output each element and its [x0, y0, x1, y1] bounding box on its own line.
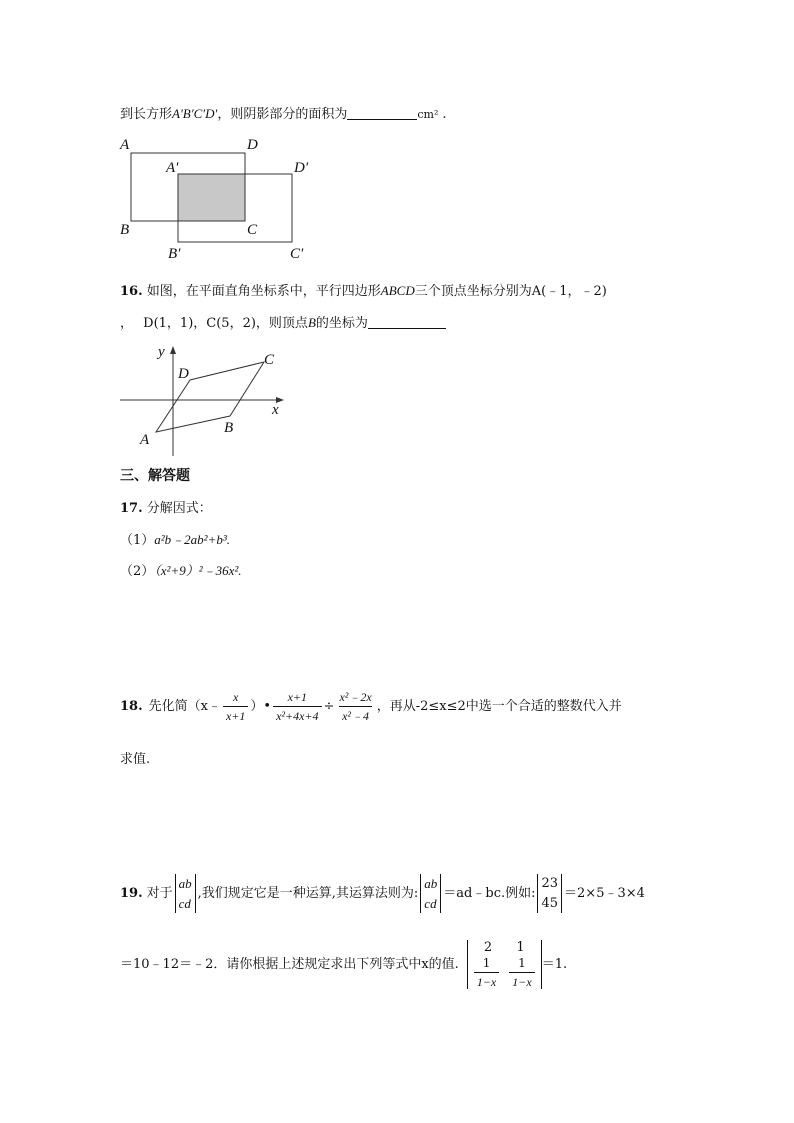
q19-matrix-top-row — [472, 940, 537, 956]
q15-answer-blank — [347, 106, 417, 120]
q17-part-2 — [120, 563, 242, 580]
q17-header — [120, 501, 212, 517]
q16-text-2: ， — [120, 316, 134, 331]
q19-det-3 — [537, 874, 562, 913]
q19-line-2 — [120, 940, 567, 989]
q18-fraction-3 — [336, 690, 374, 724]
q18-f3-num: x²﹣2x — [339, 690, 372, 704]
q15-text-line — [120, 106, 447, 123]
q19-det-2 — [420, 874, 441, 913]
q19-det-1-top: ab — [178, 876, 192, 891]
q19-frac-left-num: 1 — [482, 955, 491, 970]
figure-16-coordinate-plane — [112, 340, 292, 460]
q19-det-1-bot: cd — [178, 895, 191, 911]
label-C-prime: C′ — [290, 246, 304, 262]
label-y: y — [158, 344, 165, 360]
label-A: A — [120, 137, 130, 153]
q18-f1-num: x — [233, 690, 239, 704]
q18-f2-den: x²+4x+4 — [273, 706, 321, 723]
q18-fraction-1 — [223, 690, 248, 724]
q15-shape-name: A′B′C′D′ — [172, 106, 218, 121]
q19-det-2-bot: cd — [424, 895, 437, 911]
q19-text-d: ＝2×5﹣3×4 — [564, 885, 645, 901]
q16-shape: ABCD — [380, 283, 415, 298]
q17-part-1-expr: a²b﹣2ab²+b³. — [154, 532, 230, 547]
q16-answer-blank — [368, 315, 446, 329]
q16-text-2c: 的坐标为 — [315, 316, 368, 331]
q18-line-2: 求值. — [120, 752, 151, 767]
q18-number: 18. — [120, 699, 143, 715]
q17-part-2-expr: （x²+9）²﹣36x². — [154, 563, 242, 578]
q19-matrix — [467, 940, 542, 989]
q18-line-1 — [120, 690, 622, 724]
q16-sep: ， — [193, 316, 207, 331]
section-title: 三、解答题 — [120, 468, 190, 484]
q19-text-b: ,我们规定它是一种运算,其运算法则为: — [197, 885, 419, 901]
q19-matrix-top-right: 1 — [516, 940, 525, 955]
q16-text-1: 如图，在平面直角坐标系中，平行四边形 — [146, 284, 381, 299]
q16-number: 16. — [120, 284, 143, 299]
figure-15-rectangles — [110, 132, 340, 262]
q16-line-1 — [120, 283, 607, 300]
label-D: D — [247, 137, 258, 153]
q16-line-2 — [120, 315, 446, 332]
label-B: B — [224, 420, 234, 436]
q19-text-line2: ＝10﹣12＝﹣2．请你根据上述规定求出下列等式中x的值. — [120, 956, 459, 972]
q19-matrix-top-left: 2 — [483, 940, 493, 955]
label-B: B — [120, 222, 130, 238]
q17-part-1 — [120, 532, 230, 549]
q18-fraction-2 — [273, 690, 321, 724]
q19-text-a: 对于 — [146, 885, 173, 901]
q19-number: 19. — [120, 885, 143, 901]
q15-unit: cm² — [417, 108, 439, 121]
q15-text2: ，则阴影部分的面积为 — [217, 107, 348, 122]
q17-title: 分解因式： — [146, 501, 212, 516]
q19-frac-right-den: 1−x — [509, 972, 534, 989]
label-A-prime: A′ — [166, 160, 179, 176]
q19-frac-right-num: 1 — [518, 955, 526, 970]
q17-part-2-label: （2） — [120, 564, 155, 579]
q17-part-1-label: （1） — [120, 533, 155, 548]
q19-det-2-top: ab — [424, 876, 438, 891]
parallelogram-abcd — [156, 362, 264, 432]
q19-matrix-frac-right — [509, 956, 534, 990]
q19-det-1 — [175, 874, 196, 913]
label-C: C — [264, 352, 275, 368]
q16-text-2b: ，则顶点 — [255, 316, 308, 331]
label-x: x — [272, 402, 279, 418]
q16-text-1b: 三个顶点坐标分别为 — [414, 284, 532, 299]
q18-f2-num: x+1 — [287, 690, 308, 704]
label-A: A — [140, 432, 150, 448]
q19-line-1 — [120, 874, 645, 913]
y-axis-arrow — [170, 346, 176, 354]
label-D-prime: D′ — [294, 160, 309, 176]
shaded-region — [178, 174, 245, 221]
q16-point-c: C(5，2) — [206, 316, 256, 331]
q17-number: 17. — [120, 501, 143, 516]
q18-f1-den: x+1 — [223, 706, 248, 723]
q19-frac-left-den: 1−x — [474, 972, 499, 989]
q15-text: 到长方形 — [120, 107, 173, 122]
q19-det-3-top: 23 — [541, 876, 559, 891]
q19-matrix-frac-left — [474, 956, 499, 990]
q19-text-e: ＝1. — [541, 956, 568, 972]
q18-text-a: 先化简（x﹣ — [148, 699, 221, 715]
q18-text-b: ）• — [250, 699, 272, 715]
q19-text-c: ＝ad﹣bc.例如: — [443, 885, 536, 901]
q16-vertex-b: B — [307, 315, 316, 330]
q18-div: ÷ — [323, 699, 335, 715]
q15-end: . — [442, 107, 447, 122]
q19-matrix-bottom-row — [472, 956, 537, 990]
q18-text-c: ，再从-2≤x≤2中选一个合适的整数代入并 — [376, 699, 622, 715]
label-D: D — [178, 366, 189, 382]
q16-point-a: A(﹣1，﹣2) — [531, 284, 607, 299]
q18-f3-den: x²﹣4 — [339, 706, 372, 723]
q19-det-3-bot: 45 — [541, 895, 559, 911]
label-C: C — [247, 222, 258, 238]
q16-point-d: D(1，1) — [143, 316, 194, 331]
label-B-prime: B′ — [168, 246, 181, 262]
